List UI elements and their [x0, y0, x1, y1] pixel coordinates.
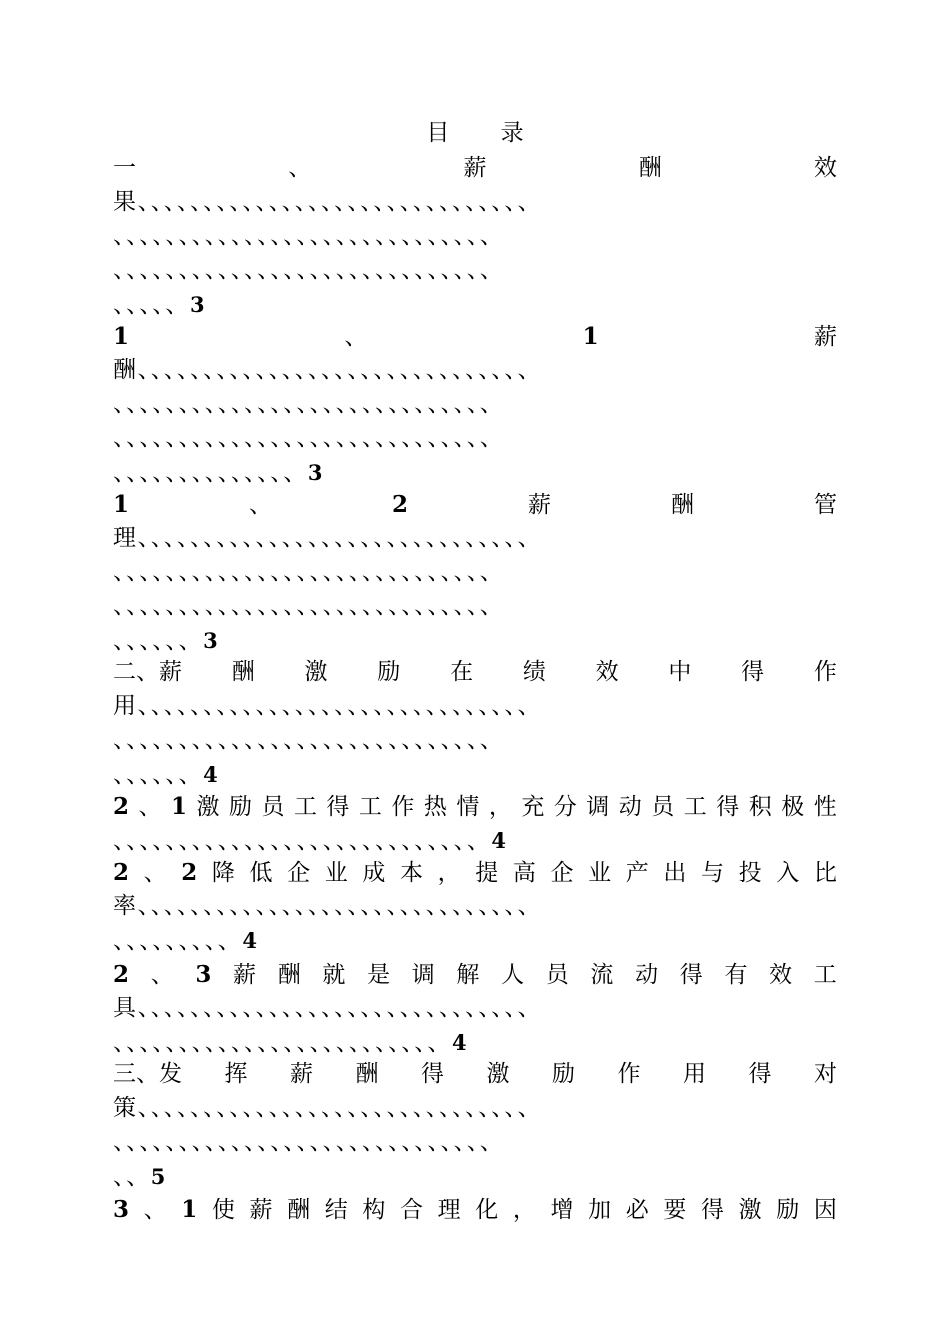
- toc-heading-char: 得: [741, 659, 765, 685]
- toc-heading-char: 、: [138, 794, 162, 820]
- toc-heading-char: 是: [367, 962, 391, 988]
- toc-heading-char: 1: [582, 323, 599, 350]
- toc-entry-heading[interactable]: [113, 856, 837, 889]
- toc-heading-char: 必: [625, 1197, 649, 1223]
- toc-heading-char: 励: [776, 1197, 800, 1223]
- toc-heading-char: 激: [486, 1061, 510, 1087]
- toc-heading-char: 2: [391, 491, 408, 518]
- toc-heading-char: 构: [362, 1197, 386, 1223]
- toc-heading-char: 业: [588, 860, 612, 886]
- toc-entry-heading[interactable]: [113, 488, 837, 521]
- toc-heading-char: 酬: [638, 155, 662, 181]
- toc-heading-char: 员: [651, 794, 675, 820]
- toc-entry-tail: [113, 924, 837, 957]
- toc-heading-char: 效: [769, 962, 793, 988]
- toc-heading-char: 得: [716, 794, 740, 820]
- toc-heading-char: 解: [456, 962, 480, 988]
- toc-heading-char: 薪: [813, 324, 837, 350]
- toc-heading-char: 薪: [463, 155, 487, 181]
- toc-entry-tail: [113, 288, 837, 321]
- toc-heading-char: 2: [181, 859, 198, 886]
- toc-entry-tail: [113, 758, 837, 791]
- toc-heading-char: 薪: [233, 962, 257, 988]
- toc-heading-char: 业: [324, 860, 348, 886]
- toc-page-number[interactable]: 4: [242, 928, 259, 953]
- toc-heading-char: 流: [590, 962, 614, 988]
- toc-heading-char: 得: [748, 1061, 772, 1087]
- toc-heading-char: 作: [813, 659, 837, 685]
- toc-heading-char: 、: [344, 324, 368, 350]
- toc-heading-char: 工: [293, 794, 317, 820]
- toc-heading-char: 二、薪: [113, 659, 182, 685]
- toc-leader-dots: 、、、、、、、、、、、、、、、、、、、、、、、、、: [113, 1030, 452, 1056]
- toc-heading-char: 热: [423, 794, 447, 820]
- toc-page-number[interactable]: 4: [203, 762, 220, 787]
- toc-leader-line: 率、、、、、、、、、、、、、、、、、、、、、、、、、、、、、、: [113, 893, 543, 919]
- toc-heading-char: 企: [550, 860, 574, 886]
- toc-heading-char: 用: [683, 1061, 706, 1087]
- toc-heading-char: 得: [326, 794, 350, 820]
- toc-heading-char: 薪: [527, 492, 551, 518]
- toc-leader-line: 具、、、、、、、、、、、、、、、、、、、、、、、、、、、、、、: [113, 995, 543, 1021]
- toc-page-number[interactable]: 4: [452, 1030, 469, 1055]
- toc-heading-char: 1: [170, 793, 187, 820]
- toc-heading-char: 员: [545, 962, 569, 988]
- toc-heading-char: 成: [362, 860, 386, 886]
- toc-heading-char: 三、发: [113, 1061, 182, 1087]
- toc-heading-char: 激: [196, 794, 220, 820]
- toc-heading-char: 人: [501, 962, 525, 988]
- toc-heading-char: 激: [738, 1197, 762, 1223]
- toc-heading-char: 工: [813, 962, 837, 988]
- toc-heading-char: 有: [724, 962, 748, 988]
- toc-heading-char: 薪: [249, 1197, 273, 1223]
- toc-heading-char: 管: [813, 492, 837, 518]
- toc-heading-char: 出: [663, 860, 687, 886]
- toc-entry-heading[interactable]: [113, 656, 837, 689]
- toc-leader-line: 、、、、、、、、、、、、、、、、、、、、、、、、、、、、、: [113, 223, 505, 249]
- toc-heading-char: 本: [400, 860, 424, 886]
- toc-heading-char: 在: [450, 659, 474, 685]
- toc-heading-char: 分: [553, 794, 577, 820]
- toc-heading-char: 与: [701, 860, 725, 886]
- toc-heading-char: 、: [143, 1197, 167, 1223]
- toc-entry-tail: [113, 624, 837, 657]
- toc-leader-line: 、、、、、、、、、、、、、、、、、、、、、、、、、、、、、: [113, 727, 505, 753]
- toc-heading-char: 理: [437, 1197, 461, 1223]
- toc-leader-line: 策、、、、、、、、、、、、、、、、、、、、、、、、、、、、、、: [113, 1095, 543, 1121]
- toc-heading-char: 充: [521, 794, 545, 820]
- toc-heading-char: 使: [211, 1197, 235, 1223]
- toc-heading-char: ，: [488, 794, 512, 820]
- toc-heading-char: 积: [748, 794, 772, 820]
- toc-heading-char: 挥: [224, 1061, 248, 1087]
- toc-heading-char: 得: [679, 962, 703, 988]
- toc-heading-char: ，: [437, 860, 461, 886]
- toc-heading-char: 、: [143, 860, 167, 886]
- toc-heading-char: 比: [813, 860, 837, 886]
- toc-leader-dots: 、、: [113, 1164, 151, 1190]
- toc-heading-char: 结: [324, 1197, 348, 1223]
- toc-heading-char: 企: [287, 860, 311, 886]
- toc-heading-char: 要: [663, 1197, 687, 1223]
- toc-leader-line: 、、、、、、、、、、、、、、、、、、、、、、、、、、、、、: [113, 425, 505, 451]
- toc-heading-char: 2: [113, 859, 130, 886]
- toc-title: 目 录: [426, 120, 546, 146]
- toc-heading-char: 3: [195, 961, 212, 988]
- toc-heading-char: 作: [391, 794, 415, 820]
- toc-leader-line: 、、、、、、、、、、、、、、、、、、、、、、、、、、、、、: [113, 593, 505, 619]
- toc-page-number[interactable]: 3: [190, 292, 207, 317]
- toc-heading-char: 入: [776, 860, 800, 886]
- toc-heading-char: 2: [113, 793, 130, 820]
- toc-heading-char: 就: [322, 962, 346, 988]
- toc-heading-char: 提: [475, 860, 499, 886]
- toc-heading-char: 、: [150, 962, 174, 988]
- toc-heading-char: 效: [814, 155, 837, 181]
- toc-heading-char: 1: [113, 491, 130, 518]
- toc-entry-heading[interactable]: [113, 958, 837, 991]
- toc-leader-line: 酬、、、、、、、、、、、、、、、、、、、、、、、、、、、、、、: [113, 357, 543, 383]
- toc-heading-char: 酬: [287, 1197, 311, 1223]
- toc-page-number[interactable]: 3: [203, 628, 220, 653]
- toc-leader-line: 用、、、、、、、、、、、、、、、、、、、、、、、、、、、、、、: [113, 693, 543, 719]
- toc-heading-char: 薪: [290, 1061, 313, 1087]
- toc-entry-tail: [113, 1160, 837, 1193]
- toc-leader-line: 果、、、、、、、、、、、、、、、、、、、、、、、、、、、、、、: [113, 189, 543, 215]
- toc-heading-char: 极: [781, 794, 805, 820]
- toc-leader-dots: 、、、、、: [113, 292, 190, 318]
- toc-heading-char: 1: [113, 323, 130, 350]
- toc-heading-char: 性: [813, 794, 837, 820]
- toc-entry-heading[interactable]: [113, 1058, 837, 1091]
- toc-heading-char: 一: [113, 155, 136, 181]
- toc-heading-char: ，: [512, 1197, 536, 1223]
- toc-heading-char: 化: [475, 1197, 499, 1223]
- toc-heading-char: 投: [738, 860, 762, 886]
- toc-heading-char: 工: [358, 794, 382, 820]
- toc-heading-char: 工: [683, 794, 707, 820]
- toc-leader-dots: 、、、、、、: [113, 762, 204, 788]
- toc-page-number[interactable]: 4: [491, 828, 508, 853]
- toc-entry-heading[interactable]: [113, 1193, 837, 1226]
- toc-entry-tail: [113, 1026, 837, 1059]
- toc-heading-char: 、: [249, 492, 272, 518]
- toc-heading-char: 动: [618, 794, 642, 820]
- toc-heading-char: 降: [211, 860, 235, 886]
- toc-heading-char: 合: [400, 1197, 424, 1223]
- toc-entry-heading[interactable]: [113, 152, 837, 185]
- toc-heading-char: 动: [635, 962, 659, 988]
- toc-heading-char: 激: [304, 659, 328, 685]
- toc-heading-char: 作: [617, 1061, 641, 1087]
- toc-heading-char: 励: [552, 1061, 575, 1087]
- toc-heading-char: 励: [377, 659, 401, 685]
- toc-heading-char: 酬: [355, 1061, 379, 1087]
- toc-heading-char: 1: [181, 1196, 198, 1223]
- toc-heading-char: 情: [456, 794, 480, 820]
- toc-heading-char: 增: [550, 1197, 574, 1223]
- toc-heading-char: 酬: [670, 492, 694, 518]
- toc-page-number[interactable]: 3: [307, 460, 325, 485]
- toc-heading-char: 、: [288, 155, 312, 181]
- toc-page-number[interactable]: 5: [150, 1164, 167, 1189]
- toc-leader-line: 、、、、、、、、、、、、、、、、、、、、、、、、、、、、、: [113, 257, 505, 283]
- toc-heading-char: 绩: [522, 659, 546, 685]
- toc-heading-char: 效: [595, 659, 619, 685]
- toc-leader-dots: 、、、、、、、、、、、、、、: [113, 460, 308, 486]
- toc-leader-line: 、、、、、、、、、、、、、、、、、、、、、、、、、、、、、: [113, 559, 505, 585]
- toc-entry-tail: [113, 824, 837, 857]
- toc-heading-char: 低: [249, 860, 273, 886]
- toc-heading-char: 加: [588, 1197, 612, 1223]
- toc-heading-char: 得: [421, 1061, 444, 1087]
- toc-heading-char: 3: [113, 1196, 130, 1223]
- toc-heading-char: 因: [813, 1197, 837, 1223]
- toc-heading-char: 产: [625, 860, 649, 886]
- toc-leader-dots: 、、、、、、、、、: [113, 928, 243, 954]
- toc-entry-heading[interactable]: [113, 790, 837, 823]
- toc-leader-dots: 、、、、、、: [113, 628, 204, 654]
- toc-heading-char: 酬: [231, 659, 255, 685]
- toc-leader-line: 理、、、、、、、、、、、、、、、、、、、、、、、、、、、、、、: [113, 525, 543, 551]
- toc-heading-char: 2: [113, 961, 130, 988]
- toc-leader-dots: 、、、、、、、、、、、、、、、、、、、、、、、、、、、、: [113, 828, 492, 854]
- toc-entry-tail: [113, 456, 837, 489]
- toc-heading-char: 调: [411, 962, 435, 988]
- toc-leader-line: 、、、、、、、、、、、、、、、、、、、、、、、、、、、、、: [113, 391, 505, 417]
- toc-heading-char: 中: [668, 659, 692, 685]
- toc-leader-line: 、、、、、、、、、、、、、、、、、、、、、、、、、、、、、: [113, 1129, 505, 1155]
- toc-heading-char: 高: [512, 860, 536, 886]
- toc-heading-char: 得: [701, 1197, 725, 1223]
- toc-heading-char: 调: [586, 794, 610, 820]
- toc-entry-heading[interactable]: [113, 320, 837, 353]
- toc-heading-char: 对: [814, 1061, 837, 1087]
- toc-heading-char: 员: [261, 794, 285, 820]
- toc-heading-char: 酬: [277, 962, 301, 988]
- toc-heading-char: 励: [228, 794, 252, 820]
